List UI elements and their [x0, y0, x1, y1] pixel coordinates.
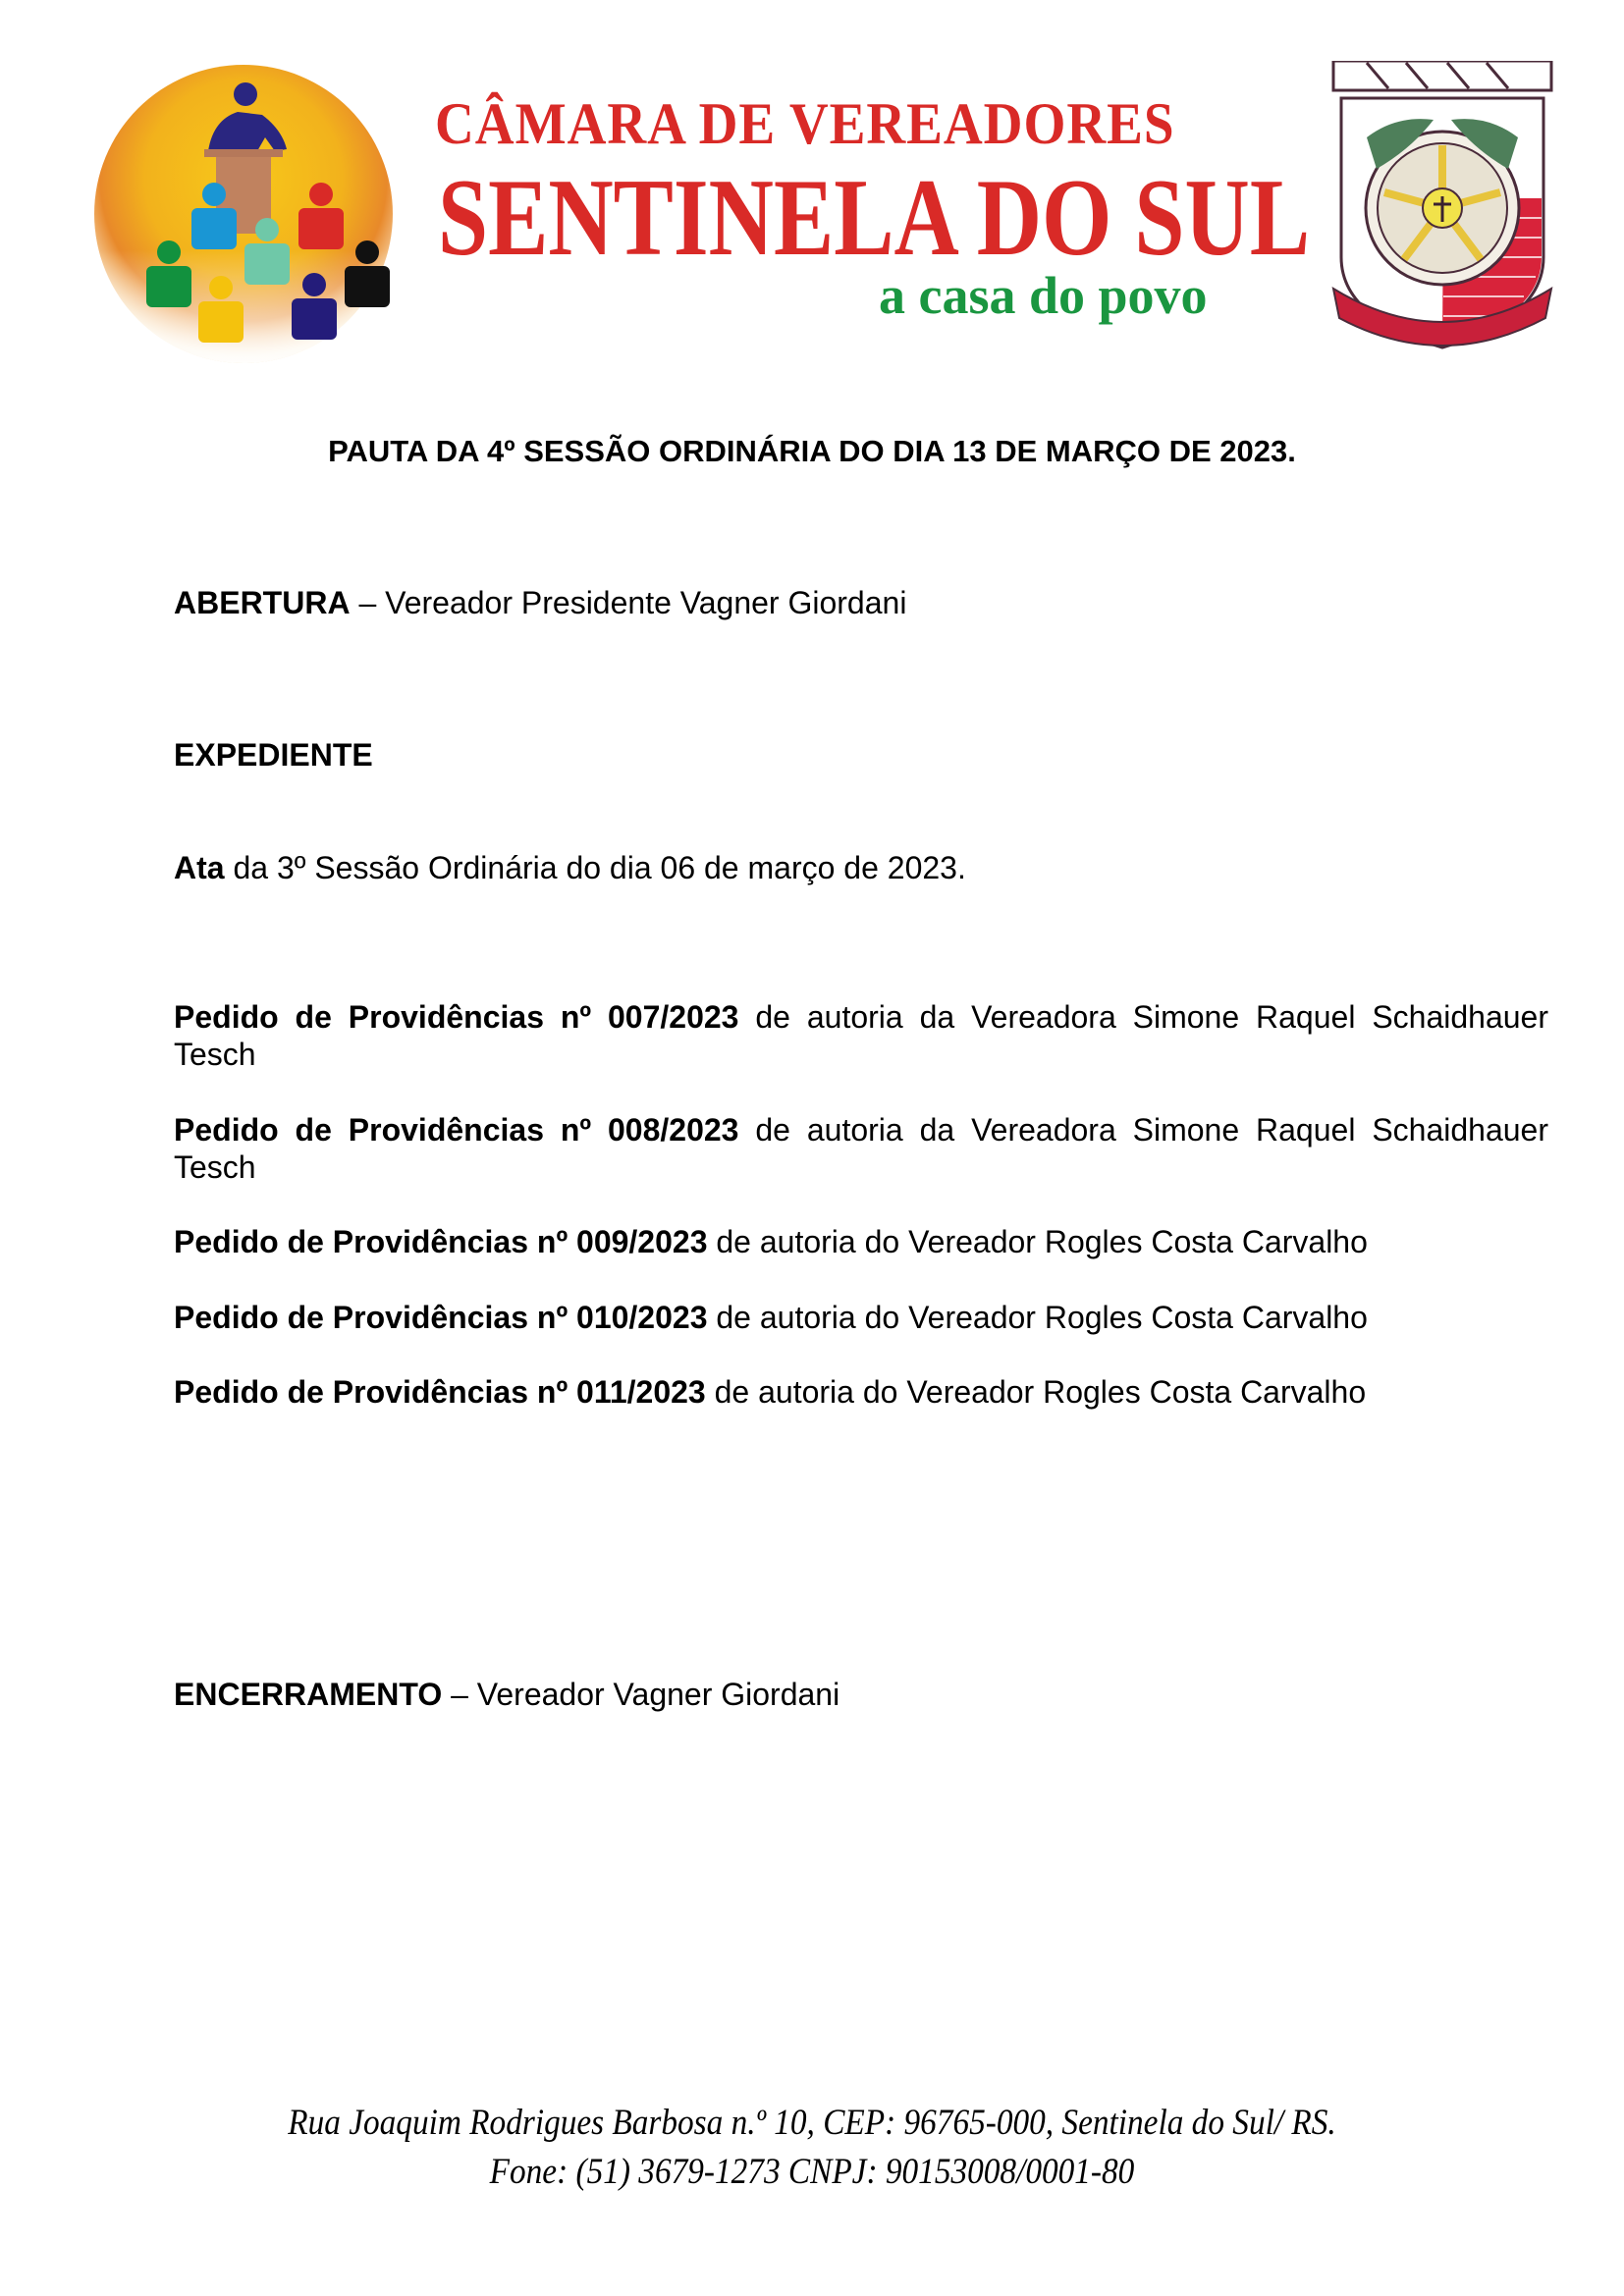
pedido-item — [174, 1111, 1548, 1186]
pedido-label: Pedido de Providências nº 009/2023 — [174, 1224, 708, 1259]
abertura-line — [174, 584, 1548, 621]
abertura-text: – Vereador Presidente Vagner Giordani — [350, 585, 907, 620]
municipal-coat-of-arms-icon — [1327, 61, 1557, 355]
footer-address: Rua Joaquim Rodrigues Barbosa n.º 10, CEP: 96765-000, Sentinela do Sul/ RS. — [288, 2103, 1336, 2143]
expediente-heading: EXPEDIENTE — [174, 737, 373, 773]
footer-contact: Fone: (51) 3679-1273 CNPJ: 90153008/0001-80 — [489, 2152, 1135, 2192]
encerramento-label: ENCERRAMENTO — [174, 1677, 443, 1712]
ata-text: da 3º Sessão Ordinária do dia 06 de março de 2023. — [224, 850, 966, 885]
pedido-text: de autoria da Vereadora Simone Raquel Schaidhauer Tesch — [174, 999, 1549, 1072]
pedido-text: de autoria da Vereadora Simone Raquel Schaidhauer Tesch — [174, 1112, 1549, 1185]
ata-line — [174, 849, 1548, 886]
ata-label: Ata — [174, 850, 225, 885]
pedido-item — [174, 1373, 1548, 1411]
pedido-text: de autoria do Vereador Rogles Costa Carvalho — [707, 1224, 1368, 1259]
header-tagline: a casa do povo — [879, 266, 1208, 325]
abertura-label: ABERTURA — [174, 585, 351, 620]
pedido-label: Pedido de Providências nº 010/2023 — [174, 1300, 708, 1335]
pedido-text: de autoria do Vereador Rogles Costa Carvalho — [705, 1374, 1367, 1410]
pedido-label: Pedido de Providências nº 011/2023 — [174, 1374, 706, 1410]
encerramento-text: – Vereador Vagner Giordani — [442, 1677, 840, 1712]
assembly-podium-logo-icon — [90, 61, 397, 367]
pedido-item — [174, 1299, 1548, 1336]
document-title: PAUTA DA 4º SESSÃO ORDINÁRIA DO DIA 13 DE MARÇO DE 2023. — [328, 434, 1296, 468]
pedido-item — [174, 998, 1548, 1073]
pedido-label: Pedido de Providências nº 008/2023 — [174, 1112, 739, 1148]
pedido-text: de autoria do Vereador Rogles Costa Carvalho — [707, 1300, 1368, 1335]
header-title-line1: CÂMARA DE VEREADORES — [435, 91, 1175, 156]
header-title-line2: SENTINELA DO SUL — [438, 157, 1311, 279]
encerramento-line — [174, 1676, 1548, 1713]
pedido-item — [174, 1223, 1548, 1260]
pedido-label: Pedido de Providências nº 007/2023 — [174, 999, 739, 1035]
